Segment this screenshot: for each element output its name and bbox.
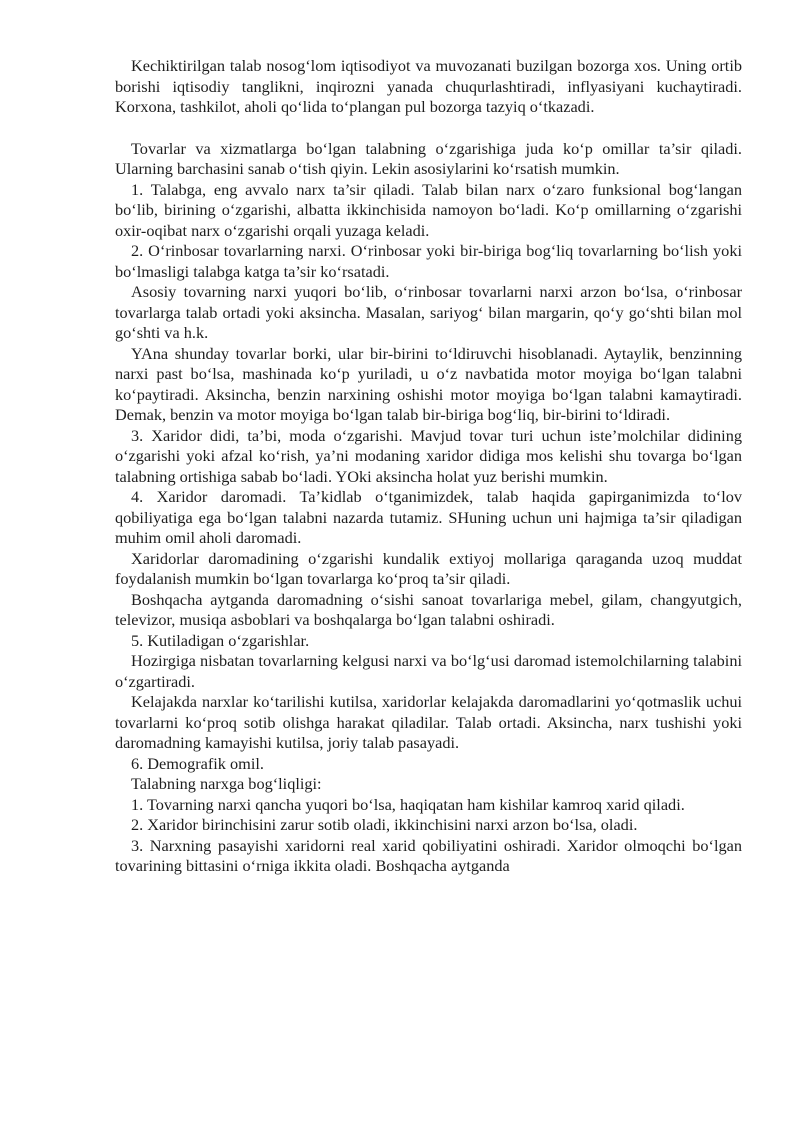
paragraph: 1. Talabga, eng avvalo narx ta’sir qiladi. Talab bilan narx o‘zaro funksional bog‘langan bo‘lib, birining o‘zgarishi, albatta ikkinchisida namoyon bo‘ladi. Ko‘p omillarning o‘zgarishi oxir-oqibat narx o‘zgarishi orqali yuzaga keladi.	[115, 179, 742, 240]
paragraph: 1. Tovarning narxi qancha yuqori bo‘lsa, haqiqatan ham kishilar kamroq xarid qiladi.	[131, 794, 685, 814]
paragraph: Tovarlar va xizmatlarga bo‘lgan talabning o‘zgarishiga juda ko‘p omillar ta’sir qiladi. Ularning barchasini sanab o‘tish qiyin. Lekin asosiylarini ko‘rsatish mumkin.	[115, 138, 742, 178]
paragraph: 6. Demografik omil.	[131, 753, 264, 773]
paragraph: Kechiktirilgan talab nosog‘lom iqtisodiyot va muvozanati buzilgan bozorga xos. Uning ortib borishi iqtisodiy tanglikni, inqirozni yanada chuqurlashtiradi, inflyasiyani kuchaytiradi. Korxona, tashkilot, aholi qo‘lida to‘plangan pul bozorga tazyiq o‘tkazadi.	[115, 56, 742, 116]
paragraph: Talabning narxga bog‘liqligi:	[131, 774, 322, 793]
paragraph: Hozirgiga nisbatan tovarlarning kelgusi narxi va bo‘lg‘usi daromad istemolchilarning talabini o‘zgartiradi.	[115, 651, 742, 691]
paragraph: 2. Xaridor birinchisini zarur sotib oladi, ikkinchisini narxi arzon bo‘lsa, oladi.	[131, 815, 638, 834]
paragraph: Xaridorlar daromadining o‘zgarishi kundalik extiyoj mollariga qaraganda uzoq muddat foydalanish mumkin bo‘lgan tovarlarga ko‘proq ta’sir qiladi.	[115, 548, 742, 588]
paragraph: YAna shunday tovarlar borki, ular bir-birini to‘ldiruvchi hisoblanadi. Aytaylik, benzinning narxi past bo‘lsa, mashinada ko‘p yuriladi, u o‘z navbatida motor moyiga bo‘lgan talabni ko‘paytiradi. Aksincha, benzin narxining oshishi motor moyiga bo‘lgan talabni kamaytiradi. Demak, benzin va motor moyiga bo‘lgan talab bir-biriga bog‘liq, bir-birini to‘ldiradi.	[115, 343, 742, 424]
paragraph: 5. Kutiladigan o‘zgarishlar.	[131, 630, 310, 650]
paragraph: Asosiy tovarning narxi yuqori bo‘lib, o‘rinbosar tovarlarni narxi arzon bo‘lsa, o‘rinbosar tovarlarga talab ortadi yoki aksincha. Masalan, sariyog‘ bilan margarin, qo‘y go‘shti bilan mol go‘shti va h.k.	[115, 282, 742, 342]
paragraph: 2. O‘rinbosar tovarlarning narxi. O‘rinbosar yoki bir-biriga bog‘liq tovarlarning bo‘lish yoki bo‘lmasligi talabga katga ta’sir ko‘rsatadi.	[115, 241, 742, 281]
paragraph: Boshqacha aytganda daromadning o‘sishi sanoat tovarlariga mebel, gilam, changyutgich, televizor, musiqa asboblari va boshqalarga bo‘lgan talabni oshiradi.	[115, 589, 742, 629]
paragraph: Kelajakda narxlar ko‘tarilishi kutilsa, xaridorlar kelajakda daromadlarini yo‘qotmaslik uchui tovarlarni ko‘proq sotib olishga harakat qiladilar. Talab ortadi. Aksincha, narx tushishi yoki daromadning kamayishi kutilsa, joriy talab pasayadi.	[115, 692, 742, 752]
paragraph: 3. Narxning pasayishi xaridorni real xarid qobiliyatini oshiradi. Xaridor olmoqchi bo‘lgan tovarining bittasini o‘rniga ikkita oladi. Boshqacha aytganda	[115, 835, 742, 875]
paragraph: 4. Xaridor daromadi. Ta’kidlab o‘tganimizdek, talab haqida gapirganimizda to‘lov qobiliyatiga ega bo‘lgan talabni nazarda tutamiz. SHuning uchun uni hajmiga ta’sir qiladigan muhim omil aholi daromadi.	[115, 487, 742, 547]
paragraph: 3. Xaridor didi, ta’bi, moda o‘zgarishi. Mavjud tovar turi uchun iste’molchilar didining o‘zgarishi yoki afzal ko‘rish, ya’ni modaning xaridor didiga mos kelishi shu tovarga bo‘lgan talabning ortishiga sabab bo‘ladi. YOki aksincha holat yuz berishi mumkin.	[115, 425, 742, 486]
document-page	[115, 56, 742, 877]
